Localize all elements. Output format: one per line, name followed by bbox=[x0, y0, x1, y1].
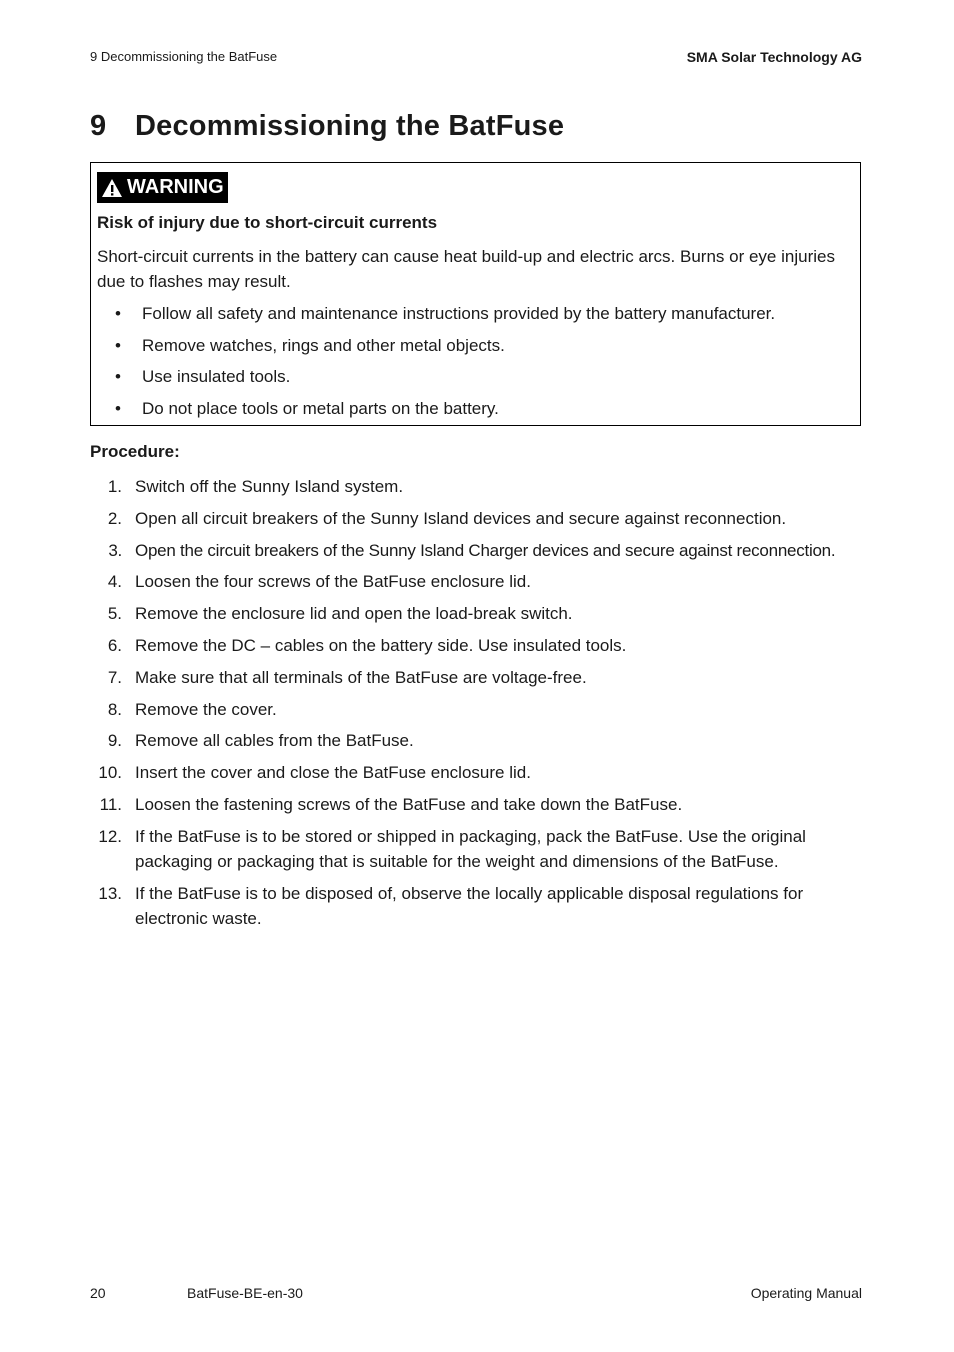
warning-bullet-list bbox=[97, 301, 853, 428]
procedure-step: 11. Loosen the fastening screws of the BatFuse and take down the BatFuse. bbox=[99, 794, 683, 814]
warning-bullet: • Use insulated tools. bbox=[115, 367, 291, 387]
procedure-step: 1. Switch off the Sunny Island system. bbox=[107, 477, 404, 496]
header-section: 9 Decommissioning the BatFuse bbox=[90, 49, 278, 64]
procedure-step: 13. If the BatFuse is to be disposed of, observe the locally applicable disposal regulations for electronic waste. bbox=[98, 883, 804, 928]
running-header bbox=[90, 49, 862, 69]
procedure-step: 12. If the BatFuse is to be stored or shipped in packaging, pack the BatFuse. Use the original packaging or packaging that is suitable for the weight and dimensions of the BatFuse. bbox=[98, 826, 806, 871]
chapter-title bbox=[90, 110, 564, 143]
procedure-steps bbox=[90, 474, 870, 937]
procedure-step: 3. Open the circuit breakers of the Sunny Island Charger devices and secure against reconnection. bbox=[108, 540, 836, 560]
procedure-step: 6. Remove the DC – cables on the battery side. Use insulated tools. bbox=[107, 635, 627, 655]
procedure-step: 7. Make sure that all terminals of the BatFuse are voltage-free. bbox=[107, 667, 587, 687]
procedure-step: 4. Loosen the four screws of the BatFuse enclosure lid. bbox=[107, 572, 531, 592]
warning-body: Short-circuit currents in the battery can cause heat build-up and electric arcs. Burns or eye injuries due to flashes may result. bbox=[97, 247, 835, 291]
document-type: Operating Manual bbox=[750, 1285, 862, 1301]
warning-badge bbox=[97, 172, 228, 203]
page-number: 20 bbox=[90, 1285, 106, 1301]
warning-bullet: • Remove watches, rings and other metal objects. bbox=[115, 335, 505, 355]
chapter-title-text: Decommissioning the BatFuse bbox=[135, 110, 565, 142]
warning-heading: Risk of injury due to short-circuit currents bbox=[97, 213, 438, 232]
warning-bullet: • Follow all safety and maintenance instructions provided by the battery manufacturer. bbox=[115, 304, 776, 323]
procedure-step: 2. Open all circuit breakers of the Sunny Island devices and secure against reconnection. bbox=[107, 508, 787, 528]
header-company: SMA Solar Technology AG bbox=[686, 49, 862, 65]
chapter-number: 9 bbox=[90, 110, 107, 142]
document-id: BatFuse-BE-en-30 bbox=[187, 1285, 303, 1301]
warning-box bbox=[90, 162, 861, 426]
running-footer bbox=[90, 1285, 862, 1305]
warning-label: WARNING bbox=[127, 176, 224, 198]
warning-triangle-icon bbox=[101, 178, 123, 198]
procedure-label: Procedure: bbox=[90, 442, 180, 461]
procedure-step: 9. Remove all cables from the BatFuse. bbox=[107, 731, 414, 751]
warning-bullet: • Do not place tools or metal parts on the battery. bbox=[115, 399, 499, 419]
procedure-step: 5. Remove the enclosure lid and open the load-break switch. bbox=[107, 604, 573, 624]
procedure-step: 10. Insert the cover and close the BatFuse enclosure lid. bbox=[98, 763, 531, 783]
procedure-step: 8. Remove the cover. bbox=[107, 699, 277, 719]
